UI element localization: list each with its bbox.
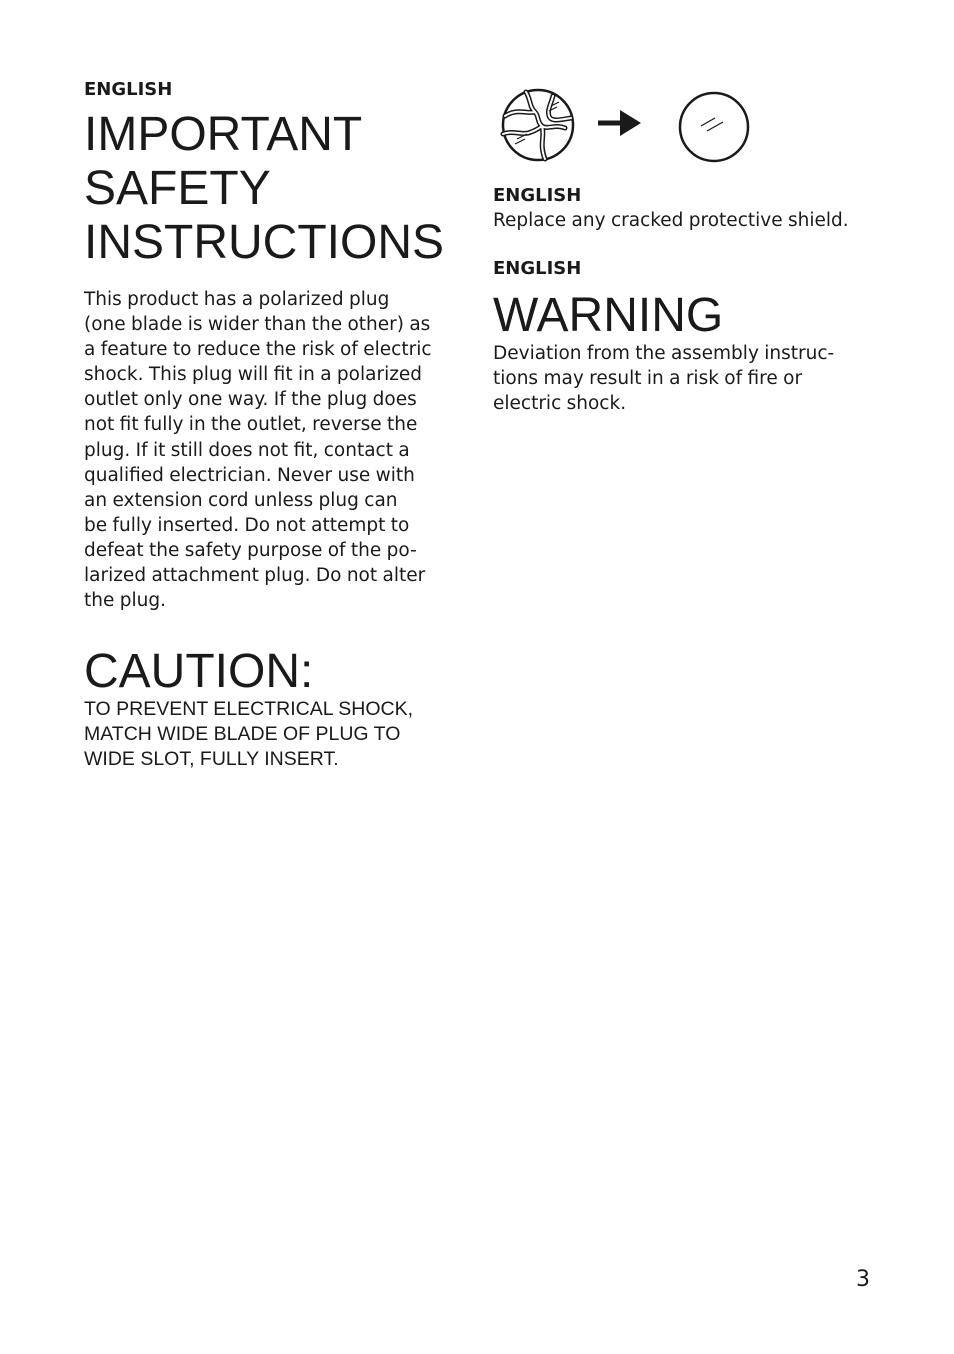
replace-shield-text: Replace any cracked protective shield.	[493, 210, 849, 231]
paragraph-line: qualified electrician. Never use with	[84, 464, 415, 486]
polarized-plug-paragraph	[84, 287, 464, 613]
left-column	[84, 78, 464, 772]
paragraph-line: plug. If it still does not fit, contact a	[84, 439, 410, 461]
warning-text	[493, 341, 893, 416]
paragraph-line: This product has a polarized plug	[84, 289, 390, 310]
caution-line: WIDE SLOT, FULLY INSERT.	[84, 748, 339, 771]
page-title	[84, 108, 464, 270]
intact-shield-icon	[680, 93, 748, 161]
warning-line: tions may result in a risk of fire or	[493, 368, 803, 390]
caution-section	[84, 647, 464, 772]
paragraph-line: be fully inserted. Do not attempt to	[84, 514, 410, 536]
title-line: SAFETY	[84, 162, 271, 215]
paragraph-line: a feature to reduce the risk of electric	[84, 339, 432, 361]
warning-line: electric shock.	[493, 393, 627, 415]
paragraph-line: shock. This plug will fit in a polarized	[84, 364, 423, 386]
page-number: 3	[856, 1267, 870, 1292]
arrow-right-icon	[598, 110, 641, 136]
replace-shield-section	[493, 184, 893, 233]
language-label: ENGLISH	[493, 258, 582, 280]
warning-section	[493, 257, 893, 416]
title-line: IMPORTANT	[84, 108, 363, 161]
paragraph-line: larized attachment plug. Do not alter	[84, 565, 426, 587]
paragraph-line: (one blade is wider than the other) as	[84, 314, 431, 336]
title-line: INSTRUCTIONS	[84, 216, 444, 269]
paragraph-line: defeat the safety purpose of the po-	[84, 539, 417, 561]
language-label: ENGLISH	[84, 79, 173, 100]
right-column	[493, 84, 893, 416]
warning-heading: WARNING	[493, 289, 724, 343]
replace-shield-illustration	[493, 84, 753, 168]
caution-heading: CAUTION:	[84, 645, 314, 699]
caution-text	[84, 697, 464, 772]
paragraph-line: outlet only one way. If the plug does	[84, 389, 417, 411]
paragraph-line: an extension cord unless plug can	[84, 489, 398, 511]
language-label: ENGLISH	[493, 185, 582, 206]
warning-line: Deviation from the assembly instruc-	[493, 343, 835, 365]
caution-line: TO PREVENT ELECTRICAL SHOCK,	[84, 698, 414, 721]
paragraph-line: the plug.	[84, 590, 166, 612]
cracked-shield-icon	[503, 90, 573, 160]
paragraph-line: not fit fully in the outlet, reverse the	[84, 414, 418, 436]
caution-line: MATCH WIDE BLADE OF PLUG TO	[84, 723, 401, 746]
